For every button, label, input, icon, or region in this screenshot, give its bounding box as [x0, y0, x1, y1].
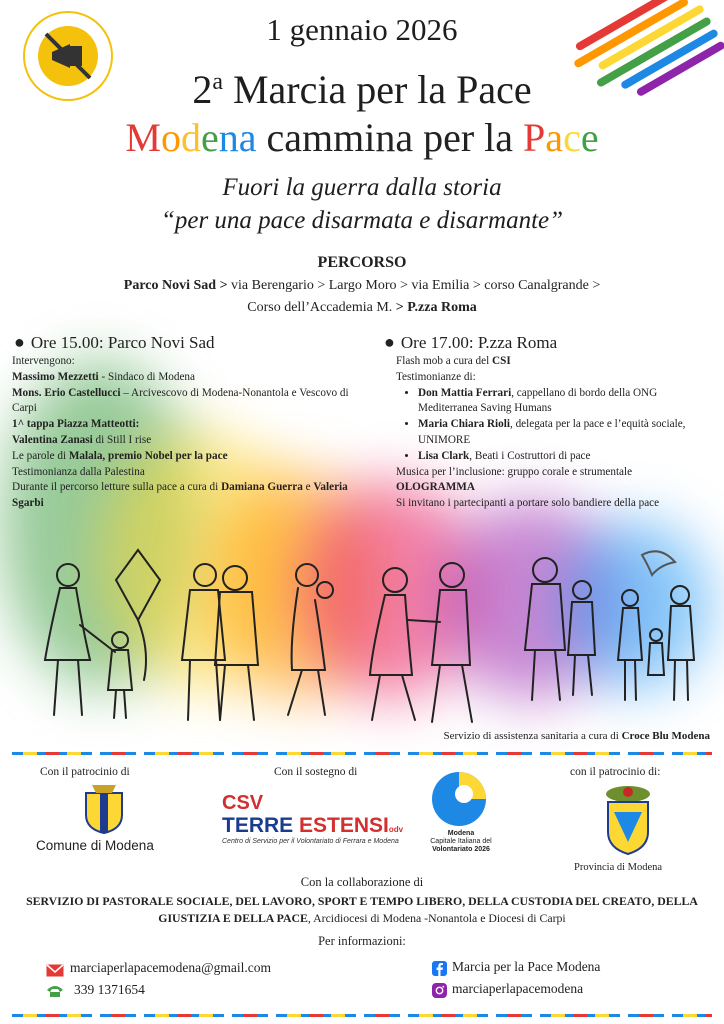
- list-item: • Lisa Clark, Beati i Costruttori di pace: [418, 449, 716, 465]
- facebook-icon: [432, 961, 447, 976]
- speaker-castellucci: Mons. Erio Castellucci – Arcivescovo di Modena-Nonantola e Vescovo di Carpi: [12, 386, 349, 415]
- subtitle-segment: e: [580, 115, 599, 160]
- subtitle-segment: cammina per la: [256, 115, 524, 160]
- phone-number[interactable]: 339 1371654: [74, 982, 145, 997]
- rainbow-dashed-divider-bottom: [12, 1014, 712, 1017]
- readings-line: Durante il percorso letture sulla pace a cura di Damiana Guerra e Valeria Sgarbi: [12, 481, 348, 510]
- rainbow-dashed-divider: [12, 752, 712, 755]
- subtitle-segment: M: [125, 115, 161, 160]
- bullet-icon: ●: [14, 332, 25, 352]
- capitale-volontariato-text: Modena Capitale Italiana del Volontariato 2026: [430, 830, 492, 853]
- csv-subtitle: Centro di Servizio per il Volontariato di Ferrara e Modena: [222, 838, 399, 845]
- list-item: • Don Mattia Ferrari, cappellano di bordo della ONG Mediterranea Saving Humans: [418, 386, 716, 418]
- flash-mob-line: Flash mob a cura del CSI: [396, 355, 511, 367]
- invitation-line: Si invitano i partecipanti a portare solo bandiere della pace: [396, 497, 660, 510]
- walking-people-illustration: [20, 540, 710, 730]
- instagram-icon: [432, 983, 447, 998]
- testimonies-label: Testimonianze di:: [396, 370, 476, 383]
- event-title: 2$^a$ Marcia per la Pace: [192, 67, 532, 112]
- patronage-label-provincia: con il patrocinio di:: [570, 766, 661, 778]
- left-schedule-details: [12, 354, 372, 512]
- collaboration-label: Con la collaborazione di: [300, 875, 424, 889]
- provincia-crest-icon: [600, 784, 656, 856]
- subtitle-segment: a: [545, 115, 564, 160]
- medical-service-note: Servizio di assistenza sanitaria a cura di Croce Blu Modena: [443, 730, 710, 742]
- route-line-1: Parco Novi Sad > via Berengario > Largo Moro > via Emilia > corso Canalgrande >: [123, 278, 601, 293]
- facebook-link[interactable]: Marcia per la Pace Modena: [452, 959, 601, 974]
- testimonies-list: [418, 386, 716, 465]
- right-schedule-heading: ● Ore 17.00: P.zza Roma: [384, 332, 558, 352]
- csv-abbrev: CSV: [222, 792, 264, 814]
- subtitle-segment: o: [160, 115, 181, 160]
- event-date: 1 gennaio 2026: [266, 12, 458, 47]
- provincia-name: Provincia di Modena: [574, 862, 663, 873]
- subtitle-segment: P: [523, 115, 546, 160]
- instagram-link[interactable]: marciaperlapacemodena: [452, 981, 584, 996]
- speaker-mezzetti: Massimo Mezzetti - Sindaco di Modena: [12, 370, 195, 383]
- patronage-label-comune: Con il patrocinio di: [40, 766, 130, 778]
- slogan-line-2: “per una pace disarmata e disarmante”: [160, 207, 564, 234]
- comune-crest-icon: [82, 785, 126, 835]
- palestine-testimony: Testimonianza dalla Palestina: [12, 465, 145, 478]
- subtitle-segment: e: [200, 115, 219, 160]
- email-icon: [46, 964, 64, 977]
- capitale-volontariato-logo-icon: [428, 770, 490, 828]
- support-label: Con il sostegno di: [274, 766, 358, 778]
- csv-name: TERRE ESTENSIodv: [222, 814, 404, 837]
- bullet-icon: ●: [384, 332, 395, 352]
- route-heading: PERCORSO: [317, 254, 407, 271]
- right-schedule-details: [396, 354, 716, 512]
- slogan-line-1: Fuori la guerra dalla storia: [222, 174, 502, 201]
- subtitle-segment: na: [218, 115, 257, 160]
- speaker-zanasi: Valentina Zanasi di Still I rise: [12, 433, 152, 446]
- list-item: • Maria Chiara Rioli, delegata per la pace e l’equità sociale, UNIMORE: [418, 417, 716, 449]
- collaboration-organization: SERVIZIO DI PASTORALE SOCIALE, DEL LAVORO, SPORT E TEMPO LIBERO, DELLA CUSTODIA DEL CREATO, DELLA GIUSTIZIA E DELLA PACE, Arcidiocesi di Modena -Nonantola e Diocesi di Carpi: [26, 894, 698, 925]
- hologram-label: OLOGRAMMA: [396, 481, 475, 494]
- route-line-2: Corso dell’Accademia M. > P.zza Roma: [247, 300, 477, 315]
- email-link[interactable]: marciaperlapacemodena@gmail.com: [70, 960, 271, 975]
- phone-icon: [46, 984, 64, 998]
- first-stop-label: 1^ tappa Piazza Matteotti:: [12, 418, 140, 431]
- music-line: Musica per l’inclusione: gruppo corale e strumentale: [396, 465, 633, 478]
- left-schedule-heading: ● Ore 15.00: Parco Novi Sad: [14, 332, 215, 352]
- subtitle-segment: d: [180, 115, 201, 160]
- malala-line: Le parole di Malala, premio Nobel per la pace: [12, 449, 228, 462]
- intervengono-label: Intervengono:: [12, 355, 75, 367]
- info-label: Per informazioni:: [318, 934, 406, 948]
- subtitle-segment: c: [563, 115, 581, 160]
- event-subtitle: [0, 114, 724, 161]
- comune-name: Comune di Modena: [36, 838, 154, 853]
